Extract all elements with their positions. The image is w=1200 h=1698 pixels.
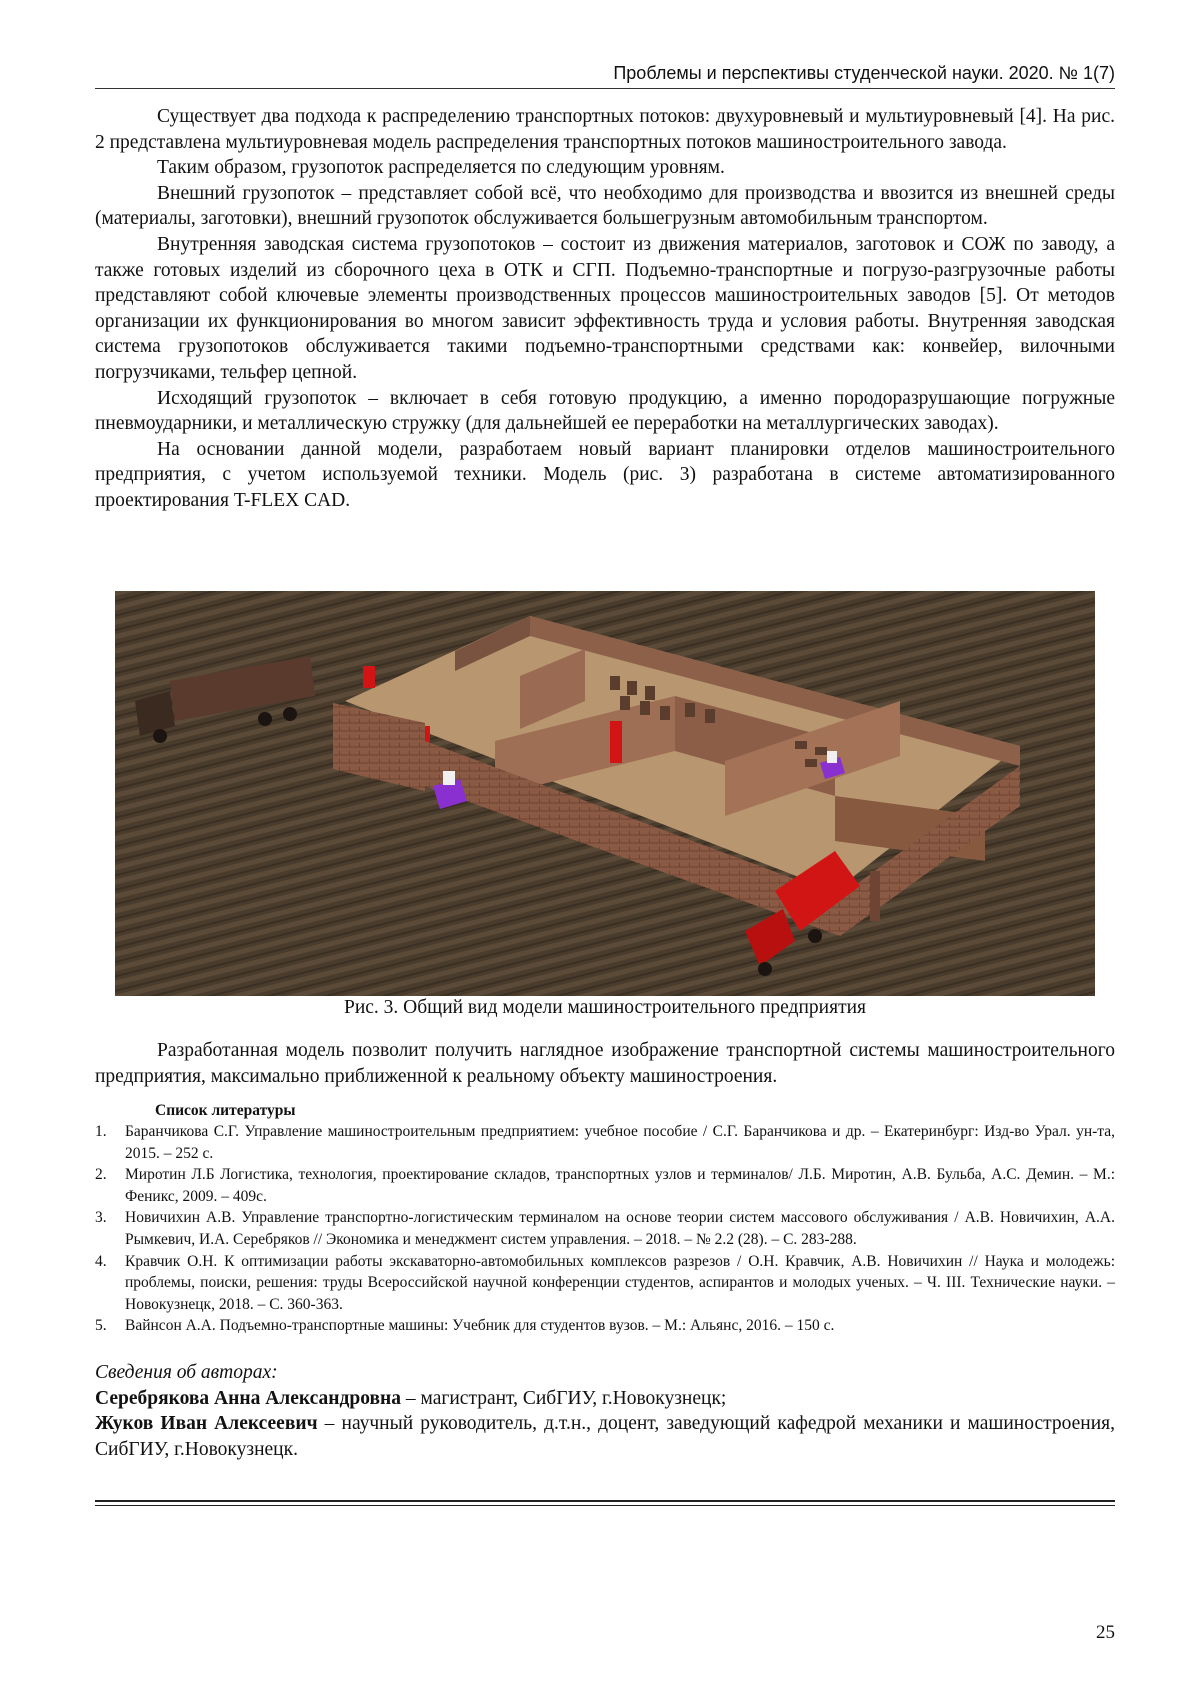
author-name: Серебрякова Анна Александровна <box>95 1388 401 1409</box>
footer-rule-thin <box>95 1505 1115 1506</box>
references-title: Список литературы <box>155 1102 295 1120</box>
author-entry: Серебрякова Анна Александровна – магистрант, СибГИУ, г.Новокузнецк; <box>95 1386 1115 1412</box>
paragraph-model-intro: На основании данной модели, разработаем новый вариант планировки отделов машиностроительного предприятия, с учетом используемой техники. Модель (рис. 3) разработана в системе автоматизированного проектирования T-FLEX CAD. <box>95 437 1115 514</box>
paragraph-external-flow: Внешний грузопоток – представляет собой всё, что необходимо для производства и ввозится из внешней среды (материалы, заготовки), внешний грузопоток обслуживается большегрузным автомобильным транспортом. <box>95 181 1115 232</box>
author-name: Жуков Иван Алексеевич <box>95 1413 318 1434</box>
red-door <box>363 666 375 688</box>
authors-heading: Сведения об авторах: <box>95 1360 1115 1386</box>
paragraph-outgoing-flow: Исходящий грузопоток – включает в себя готовую продукцию, а именно породоразрушающие погружные пневмоударники, и металлическую стружку (для дальнейшей ее переработки на металлургических заводах). <box>95 386 1115 437</box>
reference-item: 5. Вайнсон А.А. Подъемно-транспортные машины: Учебник для студентов вузов. – М.: Альянс, 2016. – 150 с. <box>95 1315 1115 1337</box>
paragraph-levels: Таким образом, грузопоток распределяется по следующим уровням. <box>95 155 1115 181</box>
figure-plant-model <box>115 591 1095 996</box>
reference-item: 1. Баранчикова С.Г. Управление машиностроительным предприятием: учебное пособие / С.Г. Баранчикова и др. – Екатеринбург: Изд-во Урал. ун-та, 2015. – 252 с. <box>95 1121 1115 1164</box>
plant-model-illustration <box>115 591 1095 996</box>
footer-rule <box>95 1500 1115 1502</box>
page-number: 25 <box>1096 1622 1115 1644</box>
conclusion <box>95 1038 1115 1089</box>
journal-running-head: Проблемы и перспективы студенческой науки. 2020. № 1(7) <box>95 63 1115 84</box>
references-list <box>95 1121 1115 1337</box>
body-text <box>95 104 1115 514</box>
header-rule <box>95 88 1115 89</box>
reference-item: 4. Кравчик О.Н. К оптимизации работы экскаваторно-автомобильных комплексов разрезов / О.Н. Кравчик, А.В. Новичихин // Наука и молодежь: проблемы, поиски, решения: труды Всероссийской научной конференции студентов, аспирантов и молодых ученых. – Ч. III. Технические науки. – Новокузнецк, 2018. – С. 360-363. <box>95 1251 1115 1316</box>
reference-item: 2. Миротин Л.Б Логистика, технология, проектирование складов, транспортных узлов и терминалов/ Л.Б. Миротин, А.В. Бульба, А.С. Демин. – М.: Феникс, 2009. – 409с. <box>95 1164 1115 1207</box>
reference-item: 3. Новичихин А.В. Управление транспортно-логистическим терминалом на основе теории систем массового обслуживания / А.В. Новичихин, А.А. Рымкевич, И.А. Серебряков // Экономика и менеджмент систем управления. – 2018. – № 2.2 (28). – С. 283-288. <box>95 1207 1115 1250</box>
authors-info <box>95 1360 1115 1462</box>
conclusion-paragraph: Разработанная модель позволит получить наглядное изображение транспортной системы машиностроительного предприятия, максимально приближенной к реальному объекту машиностроения. <box>95 1038 1115 1089</box>
figure-caption: Рис. 3. Общий вид модели машиностроительного предприятия <box>95 997 1115 1019</box>
paragraph-internal-flow: Внутренняя заводская система грузопотоков – состоит из движения материалов, заготовок и СОЖ по заводу, а также готовых изделий из сборочного цеха в ОТК и СГП. Подъемно-транспортные и погрузо-разгрузочные работы представляют собой ключевые элементы производственных процессов машиностроительных заводов [5]. От методов организации их функционирования во многом зависит эффективность труда и условия работы. Внутренняя заводская система грузопотоков обслуживается такими подъемно-транспортными средствами как: конвейер, вилочными погрузчиками, тельфер цепной. <box>95 232 1115 386</box>
author-entry: Жуков Иван Алексеевич – научный руководитель, д.т.н., доцент, заведующий кафедрой механики и машиностроения, СибГИУ, г.Новокузнецк. <box>95 1411 1115 1462</box>
paragraph-approaches: Существует два подхода к распределению транспортных потоков: двухуровневый и мультиуровневый [4]. На рис. 2 представлена мультиуровневая модель распределения транспортных потоков машиностроительного завода. <box>95 104 1115 155</box>
